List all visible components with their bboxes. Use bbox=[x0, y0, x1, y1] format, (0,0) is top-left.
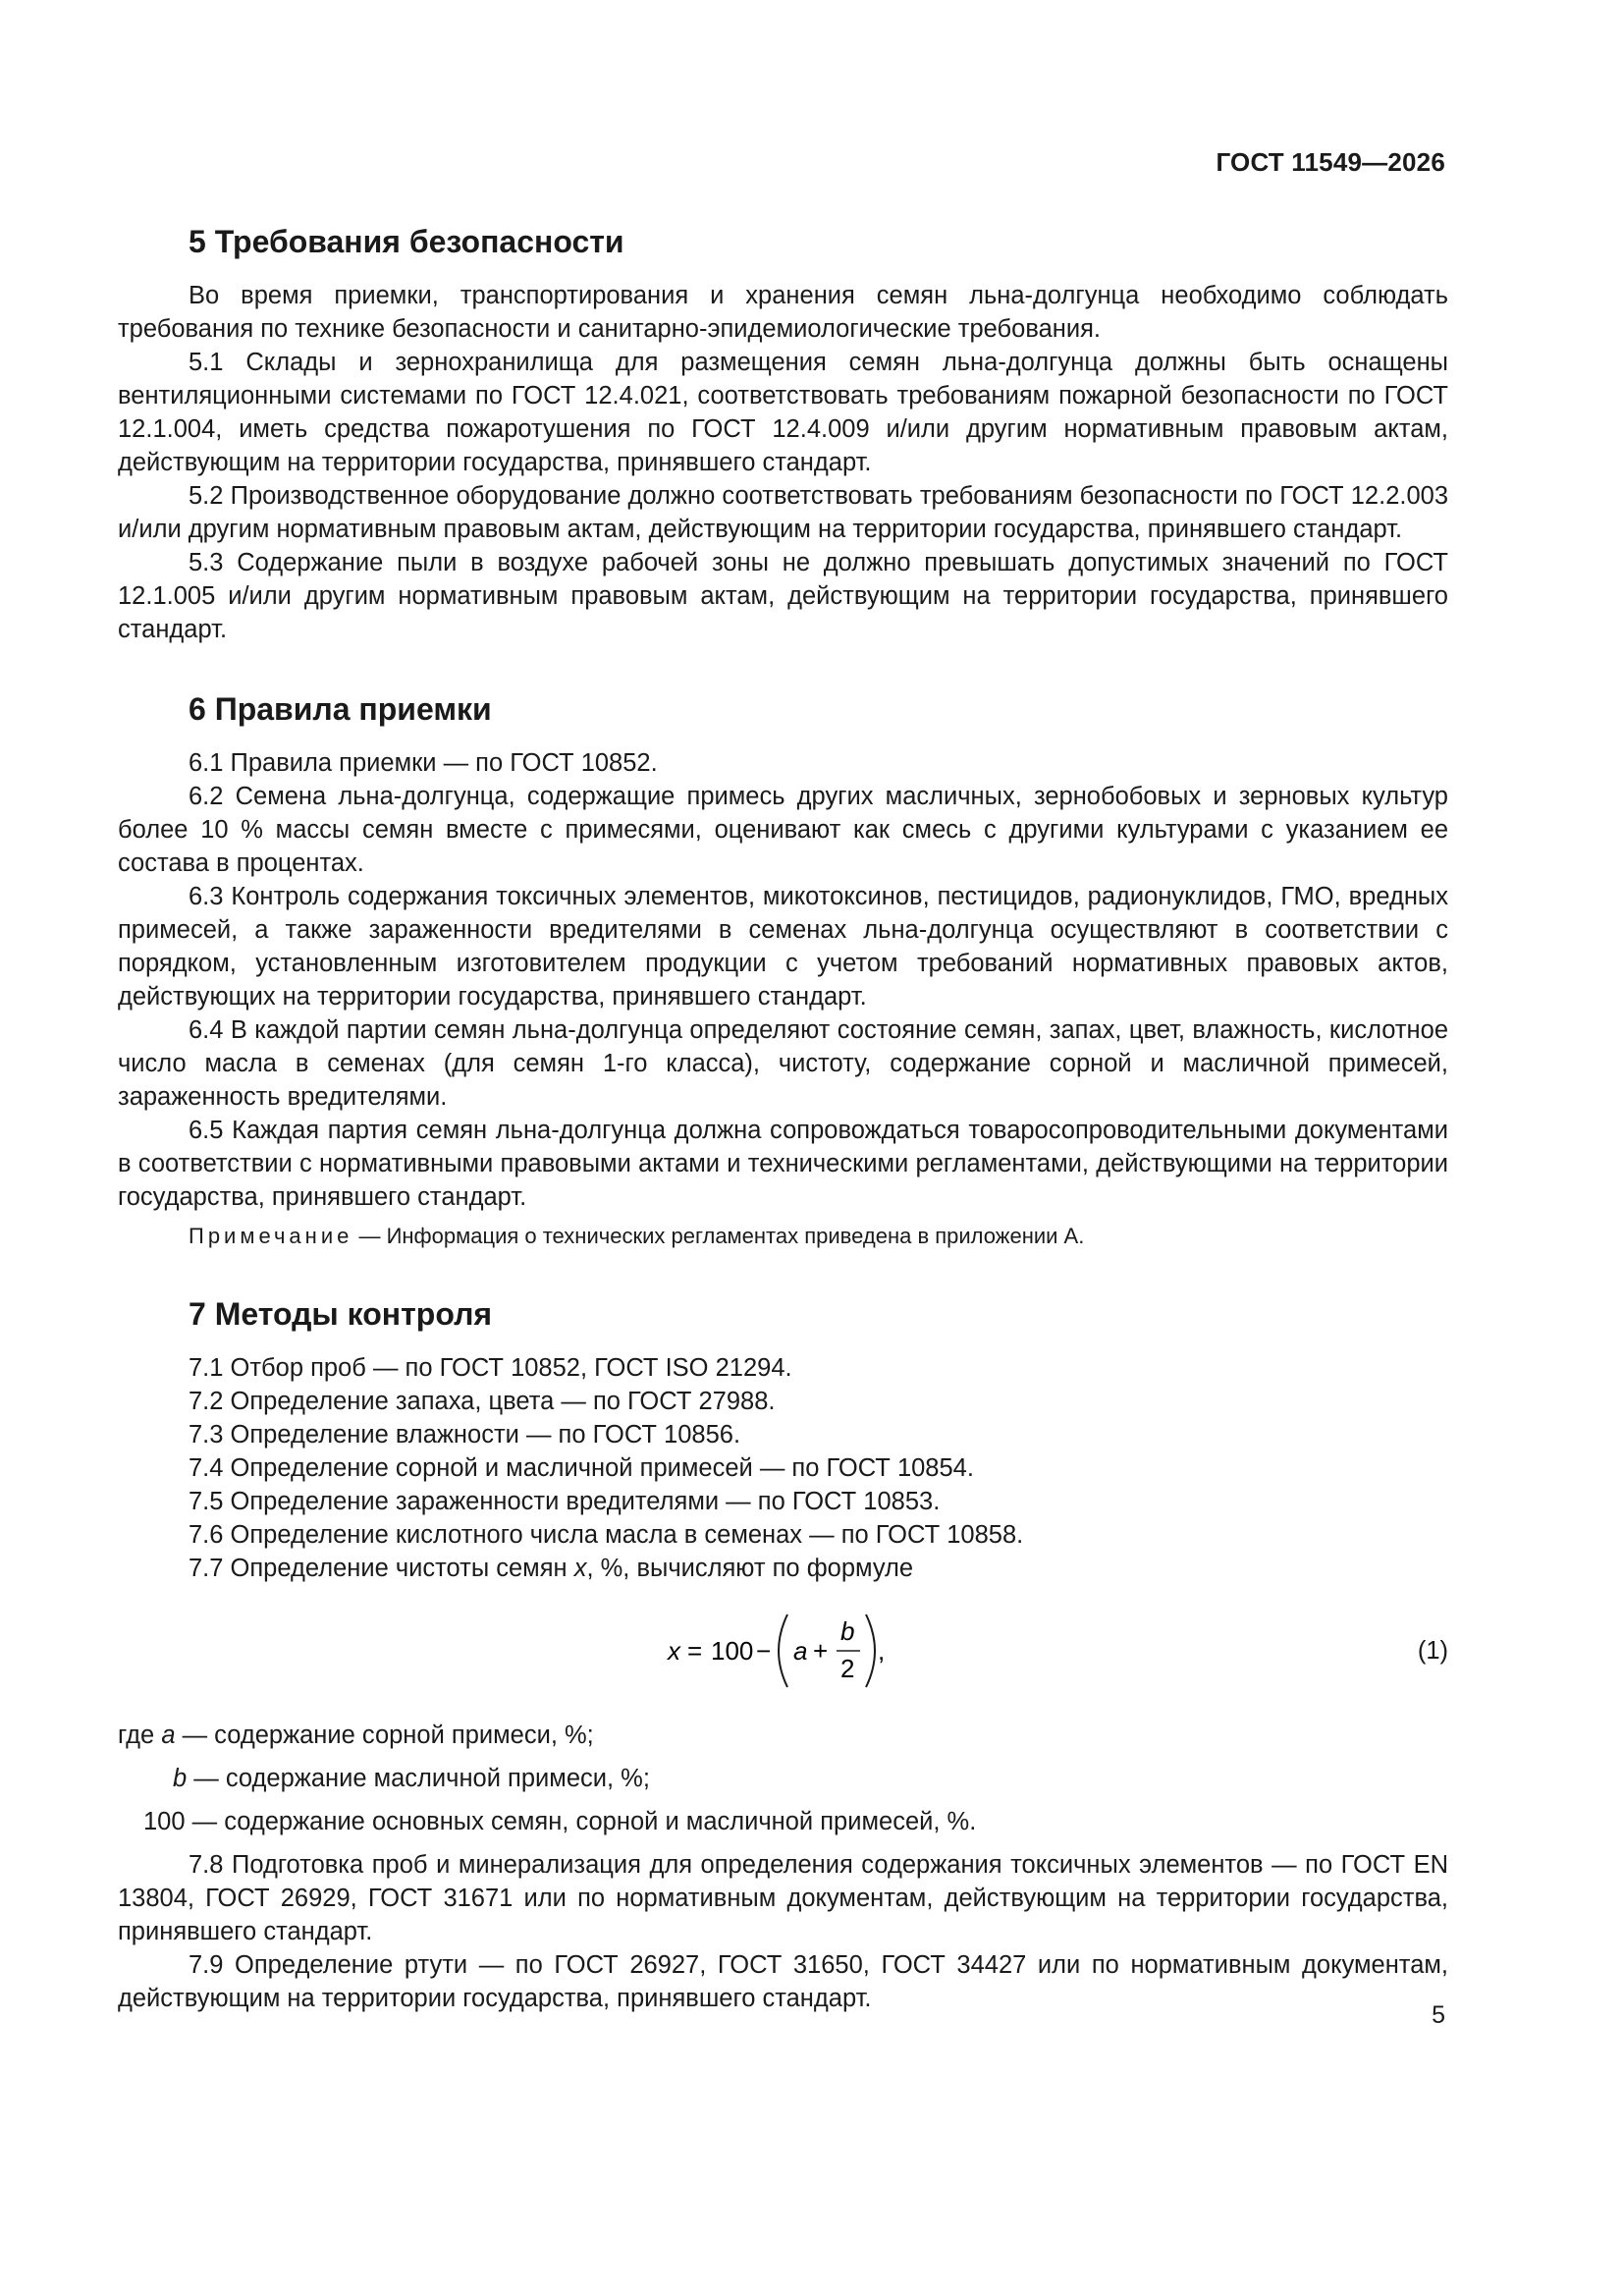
formula-plus: + bbox=[813, 1636, 829, 1666]
legend-var-b: b bbox=[173, 1765, 188, 1792]
list-item: 7.6 Определение кислотного числа масла в семенах — по ГОСТ 10858. bbox=[189, 1521, 1024, 1549]
standard-code-header: ГОСТ 11549—2026 bbox=[1216, 147, 1445, 177]
paragraph-7-9: 7.9 Определение ртути — по ГОСТ 26927, ГОСТ 31650, ГОСТ 34427 или по нормативным документам, действующим на территории государства, принявшего стандарт. bbox=[118, 1951, 1448, 2012]
methods-list bbox=[118, 1351, 1448, 1585]
formula-lhs: x bbox=[668, 1636, 680, 1666]
list-item: 7.3 Определение влажности — по ГОСТ 10856. bbox=[189, 1421, 741, 1449]
paragraph-6-4: 6.4 В каждой партии семян льна-долгунца определяют состояние семян, запах, цвет, влажность, кислотное число масла в семенах (для семян 1-го класса), чистоту, содержание сорной и масличной примесей, зараженность вредителями. bbox=[118, 1016, 1448, 1111]
list-item: 7.2 Определение запаха, цвета — по ГОСТ 27988. bbox=[189, 1388, 776, 1415]
legend-line-a bbox=[118, 1719, 1448, 1752]
section-7-title: 7 Методы контроля bbox=[189, 1296, 493, 1332]
legend-line-b bbox=[118, 1762, 1448, 1795]
formula-var-a: a bbox=[793, 1636, 808, 1666]
legend-text-b: — содержание масличной примеси, %; bbox=[187, 1765, 650, 1792]
paragraph-6-5: 6.5 Каждая партия семян льна-долгунца должна сопровождаться товаросопроводительными документами в соответствии с нормативными правовыми актами и техническими регламентами, действующими на территории государства, принявшего стандарт. bbox=[118, 1117, 1448, 1211]
legend-prefix: где bbox=[118, 1722, 162, 1749]
section-5-title: 5 Требования безопасности bbox=[189, 224, 624, 259]
list-item: 7.5 Определение зараженности вредителями — по ГОСТ 10853. bbox=[189, 1488, 941, 1515]
paragraph-7-8: 7.8 Подготовка проб и минерализация для определения содержания токсичных элементов — по ГОСТ EN 13804, ГОСТ 26929, ГОСТ 31671 или по нормативным документам, действующим на территории государства, принявшего стандарт. bbox=[118, 1851, 1448, 1945]
formula-comma: , bbox=[878, 1636, 886, 1666]
legend-line-100 bbox=[118, 1805, 1448, 1838]
note-text: — Информация о технических регламентах приведена в приложении А. bbox=[352, 1224, 1085, 1248]
variable-x: x bbox=[573, 1555, 587, 1582]
paragraph-6-3: 6.3 Контроль содержания токсичных элементов, микотоксинов, пестицидов, радионуклидов, ГМО, вредных примесей, а также зараженности вредителями в семенах льна-долгунца осуществляют в соответствии с порядком, установленным изготовителем продукции с учетом требований нормативных правовых актов, действующих на территории государства, принявшего стандарт. bbox=[118, 883, 1448, 1011]
page-content bbox=[118, 222, 1448, 2015]
note bbox=[118, 1222, 1448, 1251]
note-label: Примечание bbox=[189, 1224, 353, 1248]
section-7 bbox=[118, 1294, 1448, 2015]
paragraph-5-1: 5.1 Склады и зернохранилища для размещения семян льна-долгунца должны быть оснащены вентиляционными системами по ГОСТ 12.4.021, соответствовать требованиям пожарной безопасности по ГОСТ 12.1.004, иметь средства пожаротушения по ГОСТ 12.4.009 и/или другим нормативным правовым актам, действующим на территории государства, принявшего стандарт. bbox=[118, 349, 1448, 476]
formula-graphic bbox=[668, 1597, 923, 1705]
paragraph-7-7 bbox=[118, 1552, 1448, 1585]
formula-constant: 100 bbox=[711, 1636, 754, 1666]
formula-equals: = bbox=[687, 1636, 703, 1666]
page-number: 5 bbox=[1432, 2001, 1445, 2029]
section-6 bbox=[118, 689, 1448, 1251]
formula-denominator: 2 bbox=[840, 1654, 855, 1683]
formula-right-paren bbox=[866, 1614, 875, 1687]
section-6-title: 6 Правила приемки bbox=[189, 691, 492, 727]
equation-number: (1) bbox=[1417, 1637, 1448, 1665]
section-5 bbox=[118, 222, 1448, 646]
paragraph-7-7-text: 7.7 Определение чистоты семян bbox=[189, 1555, 574, 1582]
paragraph-5-2: 5.2 Производственное оборудование должно соответствовать требованиям безопасности по ГОСТ 12.2.003 и/или другим нормативным правовым актам, действующим на территории государства, принявшего стандарт. bbox=[118, 482, 1448, 543]
list-item: 7.4 Определение сорной и масличной примесей — по ГОСТ 10854. bbox=[189, 1454, 974, 1482]
formula-1 bbox=[668, 1597, 923, 1714]
formula-legend bbox=[118, 1719, 1448, 1838]
legend-var-100: 100 bbox=[143, 1808, 186, 1835]
formula-numerator: b bbox=[840, 1616, 855, 1646]
legend-text-100: — содержание основных семян, сорной и масличной примесей, %. bbox=[185, 1808, 977, 1835]
legend-text-a: — содержание сорной примеси, %; bbox=[175, 1722, 594, 1749]
paragraph-6-1: 6.1 Правила приемки — по ГОСТ 10852. bbox=[189, 749, 658, 777]
paragraph-6-2: 6.2 Семена льна-долгунца, содержащие примесь других масличных, зернобобовых и зерновых культур более 10 % массы семян вместе с примесями, оценивают как смесь с другими культурами с указанием ее состава в процентах. bbox=[118, 783, 1448, 877]
paragraph-5-3: 5.3 Содержание пыли в воздухе рабочей зоны не должно превышать допустимых значений по ГОСТ 12.1.005 и/или другим нормативным правовым актам, действующим на территории государства, принявшего стандарт. bbox=[118, 549, 1448, 643]
formula-minus: − bbox=[756, 1636, 772, 1666]
legend-var-a: a bbox=[161, 1722, 176, 1749]
paragraph: Во время приемки, транспортирования и хранения семян льна-долгунца необходимо соблюдать требования по технике безопасности и санитарно-эпидемиологические требования. bbox=[118, 282, 1448, 343]
formula-row bbox=[118, 1597, 1448, 1705]
formula-left-paren bbox=[779, 1614, 787, 1687]
paragraph-7-7-text-end: , %, вычисляют по формуле bbox=[586, 1555, 914, 1582]
list-item: 7.1 Отбор проб — по ГОСТ 10852, ГОСТ ISO 21294. bbox=[189, 1354, 792, 1382]
